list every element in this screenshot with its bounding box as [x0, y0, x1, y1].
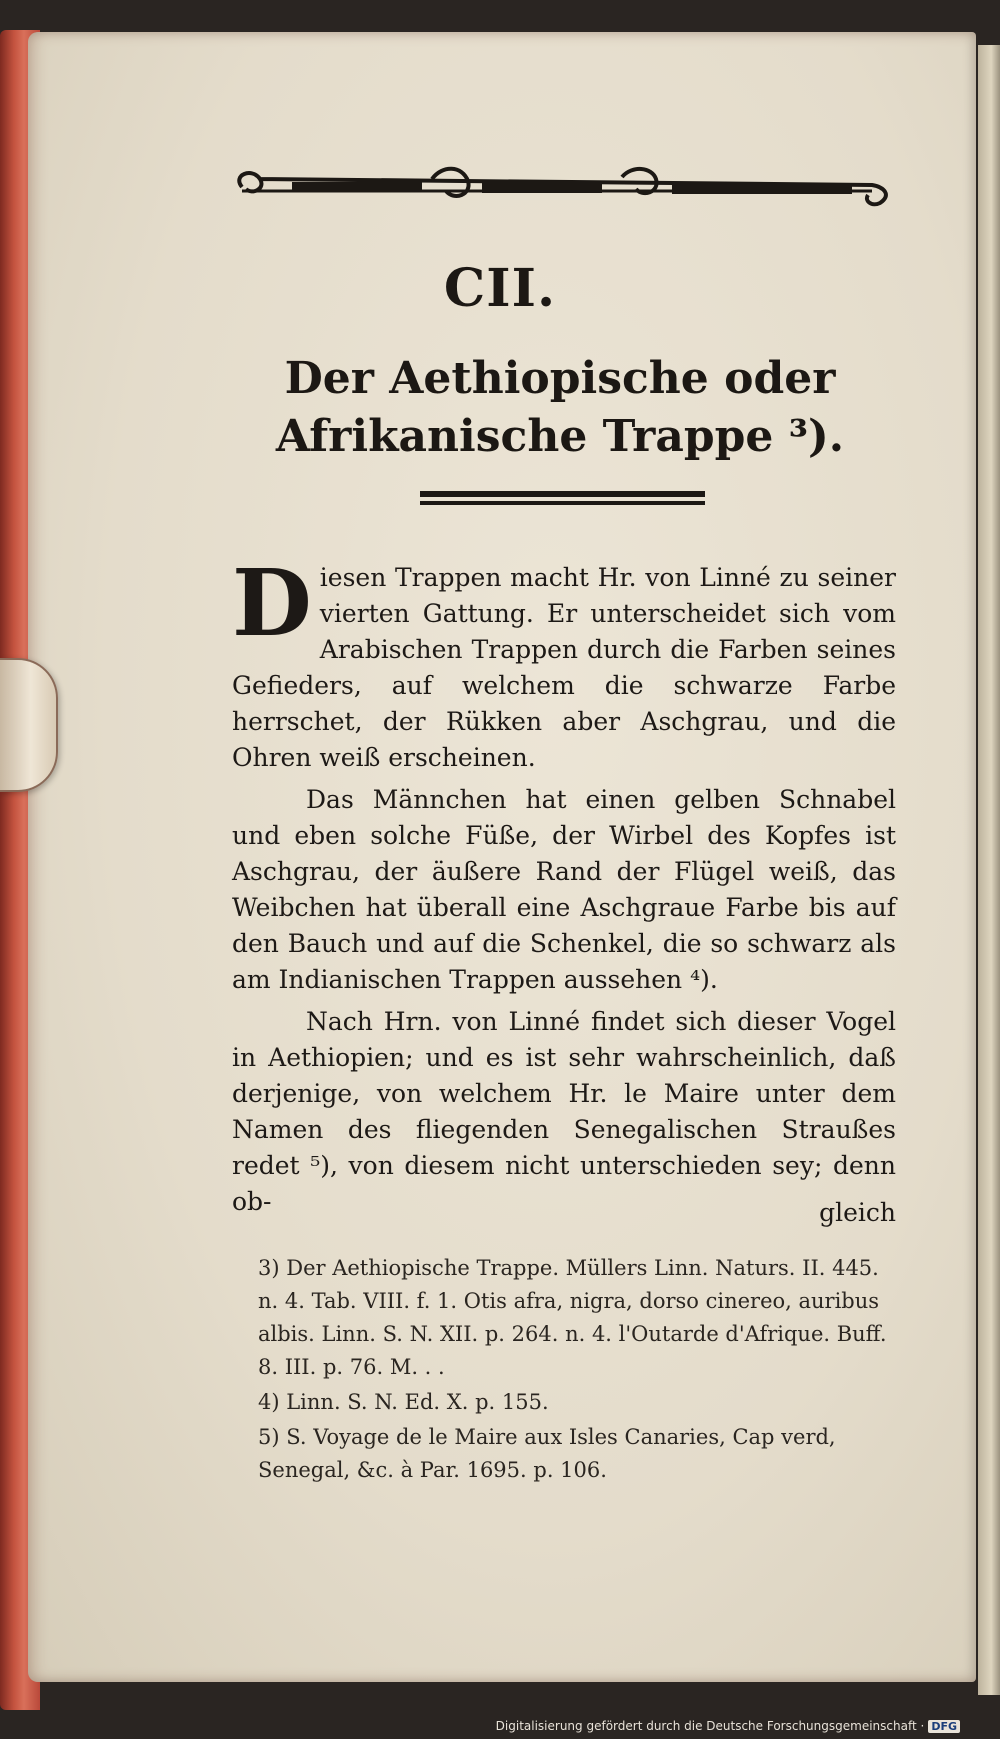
paragraph-2: Das Männchen hat einen gelben Schnabel und eben solche Füße, der Wirbel des Kopfes ist Aschgrau, der äußere Rand der Flügel weiß, das Weibchen hat überall eine Aschgraue Farbe bis auf den Bauch und auf die Schenkel, die so schwarz als am Indianischen Trappen aussehen ⁴).	[232, 785, 896, 994]
paragraph-1-text: iesen Trappen macht Hr. von Linné zu seiner vierten Gattung. Er unterscheidet sich vom Arabischen Trappen durch die Farben seines Gefieders, auf welchem die schwarze Farbe herrschet, der Rükken aber Aschgrau, und die Ohren weiß erscheinen.	[232, 563, 896, 772]
paragraph-3: Nach Hrn. von Linné findet sich dieser Vogel in Aethiopien; und es ist sehr wahrscheinlich, daß derjenige, von welchem Hr. le Maire unter dem Namen des fliegenden Senegalischen Straußes redet ⁵), von diesem nicht unterschieden sey; denn ob-	[232, 1007, 896, 1216]
ornament-header-icon	[232, 165, 892, 225]
drop-cap: D	[232, 549, 312, 657]
catchword: gleich	[819, 1198, 896, 1227]
paragraph-1	[232, 549, 896, 776]
footer-credit	[496, 1719, 960, 1733]
chapter-title: Der Aethiopische oder Afrikanische Trappe ³).	[275, 353, 845, 462]
footnote-5: 5) S. Voyage de le Maire aux Isles Canaries, Cap verd, Senegal, &c. à Par. 1695. p. 106.	[258, 1425, 836, 1482]
title-rule	[420, 487, 705, 511]
footnote-4: 4) Linn. S. N. Ed. X. p. 155.	[258, 1390, 549, 1414]
footnotes	[258, 1252, 898, 1489]
footer-credit-text: Digitalisierung gefördert durch die Deutsche Forschungsgemeinschaft ·	[495, 1719, 925, 1733]
footnote-3: 3) Der Aethiopische Trappe. Müllers Linn. Naturs. II. 445. n. 4. Tab. VIII. f. 1. Otis afra, nigra, dorso cinereo, auribus albis. Linn. S. N. XII. p. 264. n. 4. l'Outarde d'Afrique. Buff. 8. III. p. 76. M. . .	[258, 1256, 887, 1379]
chapter-number: CII.	[443, 258, 557, 319]
dfg-logo: DFG	[928, 1720, 960, 1733]
body-text	[232, 549, 896, 1226]
page-tab-marker	[0, 658, 58, 792]
